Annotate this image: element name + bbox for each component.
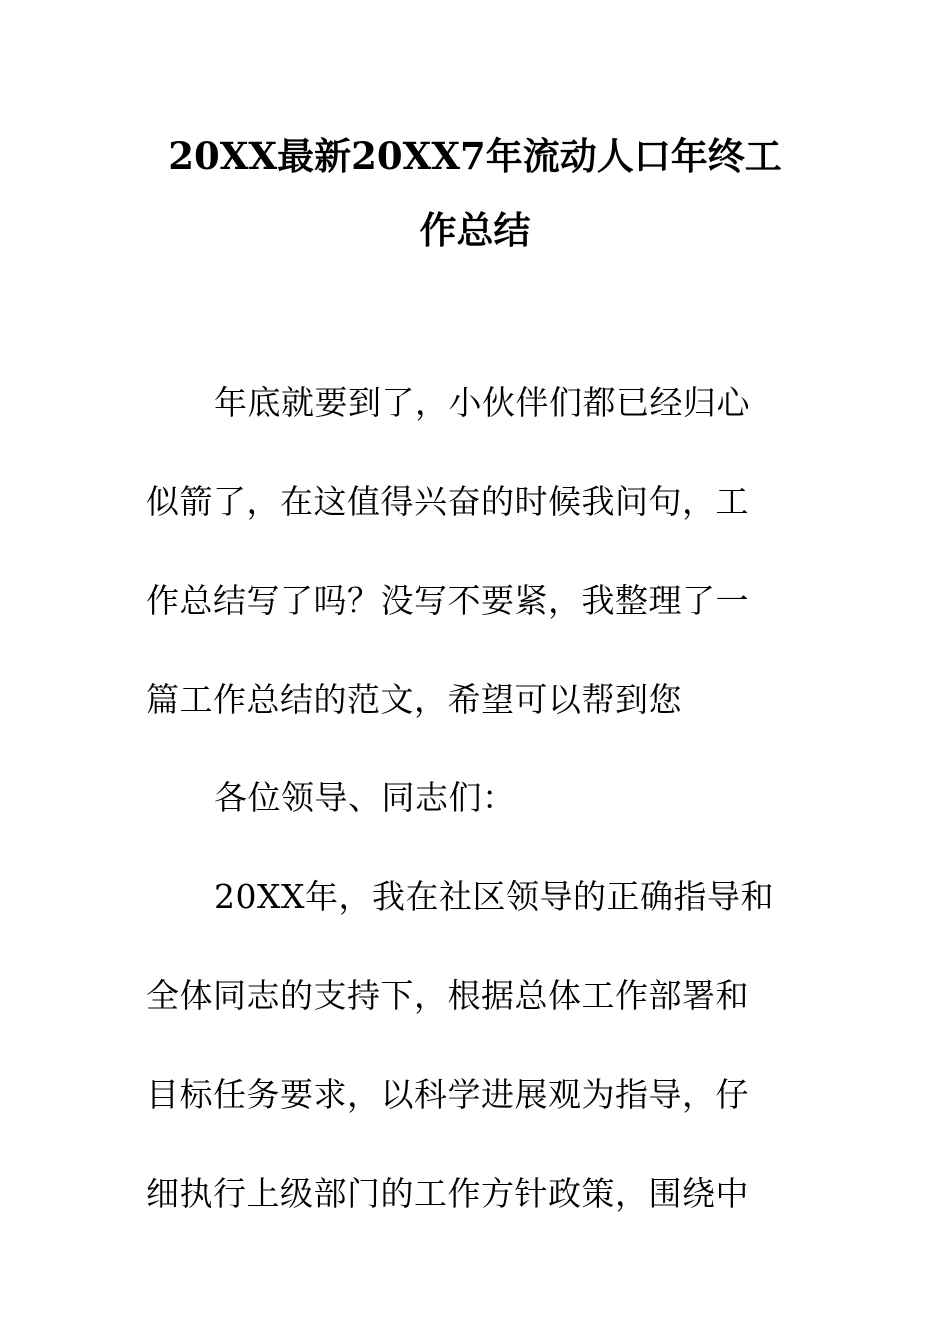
- body-line-3: 作总结写了吗？没写不要紧，我整理了一: [146, 581, 749, 620]
- body-line-9: 细执行上级部门的工作方针政策，围绕中: [146, 1174, 749, 1213]
- body-line-2: 似箭了，在这值得兴奋的时候我问句，工: [146, 482, 749, 521]
- body-line-1: 年底就要到了，小伙伴们都已经归心: [214, 383, 750, 422]
- document-title-line-2: 作总结: [419, 208, 531, 252]
- body-line-5: 各位领导、同志们：: [214, 778, 516, 817]
- body-line-8: 目标任务要求，以科学进展观为指导，仔: [146, 1075, 749, 1114]
- document-title-line-1: 20XX最新20XX7年流动人口年终工: [168, 134, 782, 178]
- body-line-4: 篇工作总结的范文，希望可以帮到您: [146, 680, 682, 719]
- body-line-6: 20XX年，我在社区领导的正确指导和: [214, 877, 774, 916]
- body-line-7: 全体同志的支持下，根据总体工作部署和: [146, 976, 749, 1015]
